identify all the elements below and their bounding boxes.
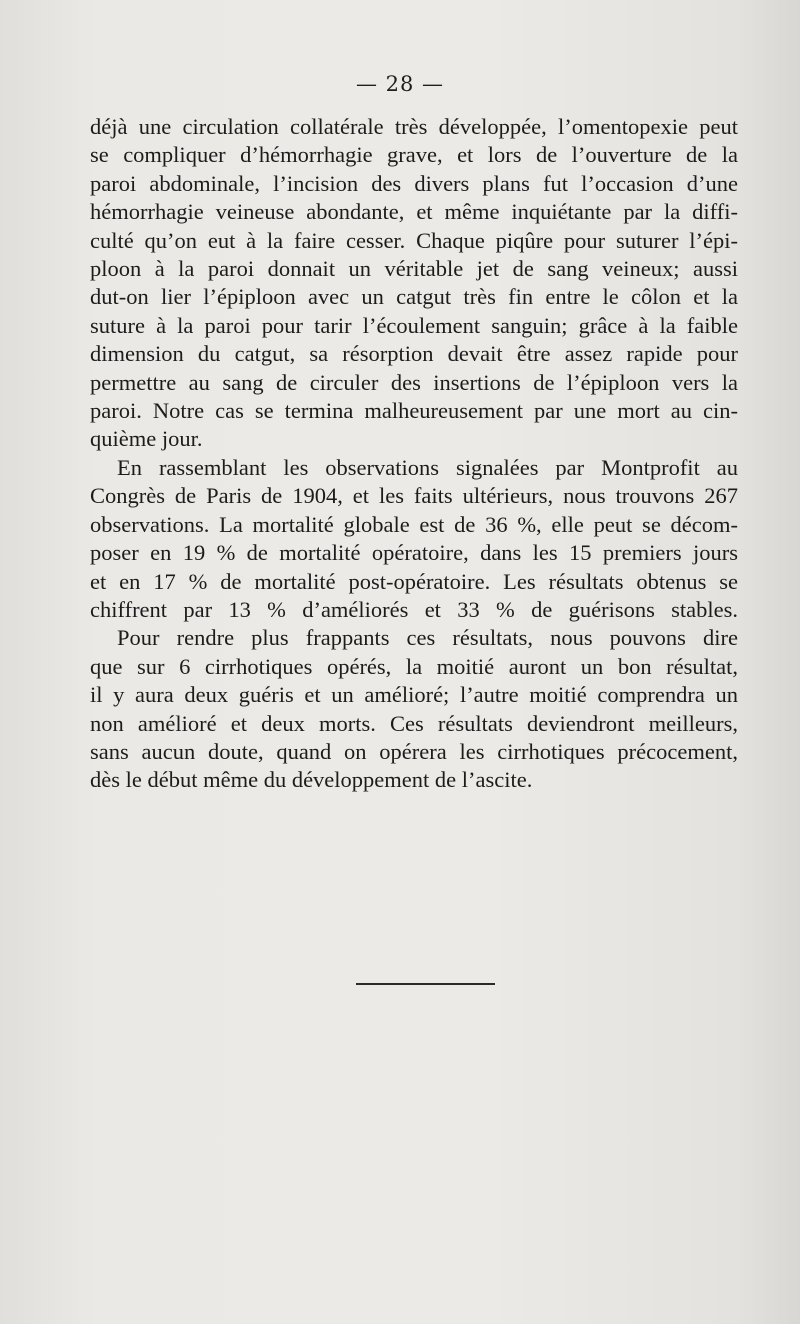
text-line: poser en 19 % de mortalité opératoire, dans les 15 premiers jours	[90, 540, 738, 566]
page-number: — 28 —	[355, 72, 445, 96]
text-line: hémorrhagie veineuse abondante, et même inquiétante par la diffi-	[90, 199, 738, 225]
text-line: En rassemblant les observations signalées par Montprofit au	[117, 454, 738, 480]
text-line: que sur 6 cirrhotiques opérés, la moitié auront un bon résultat,	[90, 653, 738, 679]
text-line: chiffrent par 13 % d’améliorés et 33 % de guérisons stables.	[90, 596, 738, 622]
text-line: Congrès de Paris de 1904, et les faits ultérieurs, nous trouvons 267	[90, 483, 738, 509]
text-line: paroi abdominale, l’incision des divers plans fut l’occasion d’une	[90, 170, 738, 196]
text-line: permettre au sang de circuler des insertions de l’épiploon vers la	[90, 369, 738, 395]
text-line: non amélioré et deux morts. Ces résultats deviendront meilleurs,	[90, 710, 738, 736]
text-line: quième jour.	[90, 426, 203, 452]
body-text	[90, 113, 738, 795]
text-line: paroi. Notre cas se termina malheureusement par une mort au cin-	[90, 398, 738, 424]
text-line: sans aucun doute, quand on opérera les cirrhotiques précocement,	[90, 738, 738, 764]
text-line: il y aura deux guéris et un amélioré; l’autre moitié comprendra un	[90, 682, 738, 708]
text-line: culté qu’on eut à la faire cesser. Chaque piqûre pour suturer l’épi-	[90, 227, 738, 253]
text-line: déjà une circulation collatérale très développée, l’omentopexie peut	[90, 114, 738, 139]
text-line: dimension du catgut, sa résorption devait être assez rapide pour	[90, 341, 738, 367]
text-line: se compliquer d’hémorrhagie grave, et lors de l’ouverture de la	[90, 142, 738, 168]
section-separator-rule	[356, 983, 495, 985]
text-line: suture à la paroi pour tarir l’écoulement sanguin; grâce à la faible	[90, 312, 738, 338]
text-line: Pour rendre plus frappants ces résultats, nous pouvons dire	[117, 625, 738, 651]
text-line: dut-on lier l’épiploon avec un catgut très fin entre le côlon et la	[90, 284, 738, 310]
text-line: observations. La mortalité globale est de 36 %, elle peut se décom-	[90, 511, 738, 537]
text-line: dès le début même du développement de l’ascite.	[90, 767, 533, 793]
text-line: ploon à la paroi donnait un véritable jet de sang veineux; aussi	[90, 256, 738, 282]
text-line: et en 17 % de mortalité post-opératoire. Les résultats obtenus se	[90, 568, 738, 594]
